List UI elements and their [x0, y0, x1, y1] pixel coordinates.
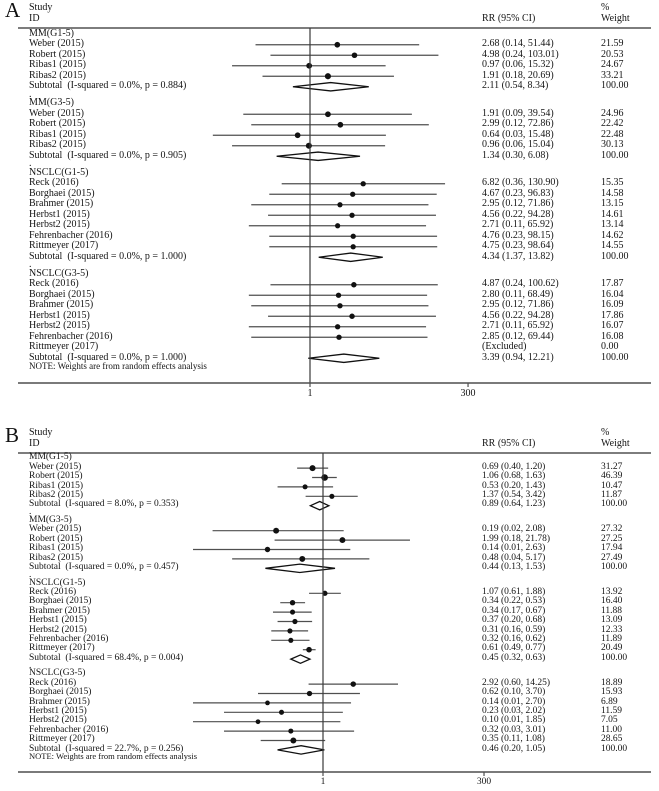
axis-tick-label: 1	[307, 388, 313, 399]
rr-value: 2.71 (0.11, 65.92)	[482, 219, 554, 231]
rr-value: 4.75 (0.23, 98.64)	[482, 240, 554, 252]
forest-rows-a	[0, 2, 659, 402]
rr-value: (Excluded)	[482, 341, 527, 353]
study-label: Herbst1 (2015)	[29, 208, 90, 220]
subtotal-label: Subtotal (I-squared = 0.0%, p = 1.000)	[29, 250, 187, 262]
group-separator-dot: .	[29, 507, 32, 518]
study-label: Robert (2015)	[29, 48, 86, 60]
forest-panel-b	[0, 423, 659, 791]
weight-value: 27.49	[601, 552, 623, 563]
study-label: Rittmeyer (2017)	[29, 643, 95, 654]
study-label: Brahmer (2015)	[29, 198, 94, 210]
subtotal-rr-value: 0.44 (0.13, 1.53)	[482, 562, 546, 573]
study-label: Herbst2 (2015)	[29, 715, 87, 726]
rr-value: 0.69 (0.40, 1.20)	[482, 461, 546, 472]
study-label: Robert (2015)	[29, 533, 83, 544]
study-label: Fehrenbacher (2016)	[29, 330, 113, 342]
rr-value: 2.80 (0.11, 68.49)	[482, 288, 554, 300]
group-label: MM(G3-5)	[29, 97, 74, 109]
study-label: Robert (2015)	[29, 118, 86, 130]
group-label: MM(G3-5)	[29, 515, 72, 526]
study-label: Weber (2015)	[29, 524, 82, 535]
column-header-rr: RR (95% CI)	[482, 438, 536, 449]
weight-value: 33.21	[601, 69, 624, 81]
rr-value: 4.76 (0.23, 98.15)	[482, 229, 554, 241]
rr-value: 4.56 (0.22, 94.28)	[482, 309, 554, 321]
rr-value: 0.34 (0.17, 0.67)	[482, 605, 546, 616]
study-label: Borghaei (2015)	[29, 687, 92, 698]
study-label: Borghaei (2015)	[29, 288, 95, 300]
study-label: Brahmer (2015)	[29, 605, 90, 616]
rr-value: 4.56 (0.22, 94.28)	[482, 208, 554, 220]
study-label: Ribas2 (2015)	[29, 139, 86, 151]
weight-value: 16.09	[601, 299, 624, 311]
group-label: NSCLC(G1-5)	[29, 577, 86, 588]
rr-value: 1.91 (0.09, 39.54)	[482, 107, 554, 119]
rr-value: 0.97 (0.06, 15.32)	[482, 59, 554, 71]
rr-value: 0.37 (0.20, 0.68)	[482, 615, 546, 626]
group-label: MM(G1-5)	[29, 452, 72, 463]
weight-value: 24.96	[601, 107, 624, 119]
subtotal-label: Subtotal (I-squared = 0.0%, p = 1.000)	[29, 351, 187, 363]
study-label: Fehrenbacher (2016)	[29, 724, 109, 735]
rr-value: 0.53 (0.20, 1.43)	[482, 480, 546, 491]
weight-value: 6.89	[601, 696, 618, 707]
rr-value: 0.48 (0.04, 5.17)	[482, 552, 546, 563]
subtotal-rr-value: 0.45 (0.32, 0.63)	[482, 652, 546, 663]
study-label: Ribas1 (2015)	[29, 480, 84, 491]
weights-note: NOTE: Weights are from random effects analysis	[29, 751, 198, 762]
group-label: NSCLC(G3-5)	[29, 267, 89, 279]
subtotal-rr-value: 0.46 (0.20, 1.05)	[482, 743, 546, 754]
subtotal-label: Subtotal (I-squared = 0.0%, p = 0.884)	[29, 80, 187, 92]
study-label: Ribas2 (2015)	[29, 490, 84, 501]
rr-value: 1.91 (0.18, 20.69)	[482, 69, 554, 81]
forest-panel-a	[0, 2, 659, 402]
subtotal-label: Subtotal (I-squared = 0.0%, p = 0.457)	[29, 562, 179, 573]
weight-value: 13.15	[601, 198, 624, 210]
rr-value: 2.85 (0.12, 69.44)	[482, 330, 554, 342]
study-label: Herbst2 (2015)	[29, 320, 90, 332]
subtotal-rr-value: 1.34 (0.30, 6.08)	[482, 149, 549, 161]
column-header-study: Study	[29, 2, 53, 13]
rr-value: 0.19 (0.02, 2.08)	[482, 524, 546, 535]
weight-value: 16.07	[601, 320, 624, 332]
study-label: Ribas1 (2015)	[29, 59, 86, 71]
group-label: NSCLC(G3-5)	[29, 668, 86, 679]
weight-value: 22.48	[601, 128, 624, 140]
study-label: Herbst1 (2015)	[29, 309, 90, 321]
group-label: NSCLC(G1-5)	[29, 166, 89, 178]
study-label: Reck (2016)	[29, 278, 79, 290]
subtotal-weight-value: 100.00	[601, 562, 628, 573]
study-label: Ribas1 (2015)	[29, 128, 86, 140]
weight-value: 13.14	[601, 219, 624, 231]
weight-value: 16.08	[601, 330, 624, 342]
rr-value: 0.14 (0.01, 2.63)	[482, 543, 546, 554]
study-label: Reck (2016)	[29, 587, 77, 598]
subtotal-weight-value: 100.00	[601, 743, 628, 754]
group-separator-dot: .	[29, 660, 32, 671]
group-separator-dot: .	[29, 569, 32, 580]
rr-value: 0.23 (0.03, 2.02)	[482, 706, 546, 717]
subtotal-rr-value: 3.39 (0.94, 12.21)	[482, 351, 554, 363]
panel-letter-a: A	[5, 0, 21, 22]
weight-value: 31.27	[601, 461, 623, 472]
study-label: Robert (2015)	[29, 471, 83, 482]
study-label: Herbst1 (2015)	[29, 615, 87, 626]
subtotal-label: Subtotal (I-squared = 22.7%, p = 0.256)	[29, 743, 184, 754]
study-label: Rittmeyer (2017)	[29, 341, 99, 353]
column-header-percent: %	[601, 427, 610, 438]
weights-note: NOTE: Weights are from random effects analysis	[29, 361, 207, 371]
rr-value: 1.37 (0.54, 3.42)	[482, 490, 546, 501]
weight-value: 13.09	[601, 615, 623, 626]
weight-value: 17.86	[601, 309, 624, 321]
study-label: Brahmer (2015)	[29, 696, 90, 707]
column-header-weight: Weight	[601, 13, 630, 24]
weight-value: 11.88	[601, 605, 623, 616]
weight-value: 11.89	[601, 634, 623, 645]
weight-value: 7.05	[601, 715, 618, 726]
subtotal-label: Subtotal (I-squared = 0.0%, p = 0.905)	[29, 149, 187, 161]
weight-value: 16.04	[601, 288, 624, 300]
rr-value: 0.34 (0.22, 0.53)	[482, 596, 546, 607]
subtotal-weight-value: 100.00	[601, 250, 629, 262]
study-label: Herbst2 (2015)	[29, 624, 87, 635]
group-separator-dot: .	[29, 259, 32, 271]
subtotal-rr-value: 0.89 (0.64, 1.23)	[482, 499, 546, 510]
study-label: Herbst2 (2015)	[29, 219, 90, 231]
weight-value: 21.59	[601, 38, 624, 50]
subtotal-rr-value: 2.11 (0.54, 8.34)	[482, 80, 549, 92]
weight-value: 14.62	[601, 229, 624, 241]
weight-value: 17.94	[601, 543, 623, 554]
rr-value: 2.68 (0.14, 51.44)	[482, 38, 554, 50]
weight-value: 20.49	[601, 643, 623, 654]
study-label: Weber (2015)	[29, 107, 85, 119]
weight-value: 46.39	[601, 471, 623, 482]
rr-value: 4.87 (0.24, 100.62)	[482, 278, 559, 290]
rr-value: 0.96 (0.06, 15.04)	[482, 139, 554, 151]
rr-value: 2.95 (0.12, 71.86)	[482, 299, 554, 311]
subtotal-weight-value: 100.00	[601, 499, 628, 510]
study-label: Ribas2 (2015)	[29, 69, 86, 81]
weight-value: 30.13	[601, 139, 624, 151]
study-label: Borghaei (2015)	[29, 596, 92, 607]
weight-value: 28.65	[601, 734, 623, 745]
subtotal-label: Subtotal (I-squared = 68.4%, p = 0.004)	[29, 652, 184, 663]
rr-value: 0.14 (0.01, 2.70)	[482, 696, 546, 707]
weight-value: 17.87	[601, 278, 624, 290]
rr-value: 0.62 (0.10, 3.70)	[482, 687, 546, 698]
subtotal-weight-value: 100.00	[601, 80, 629, 92]
rr-value: 0.35 (0.11, 1.08)	[482, 734, 545, 745]
weight-value: 12.33	[601, 624, 623, 635]
study-label: Brahmer (2015)	[29, 299, 94, 311]
weight-value: 24.67	[601, 59, 624, 71]
rr-value: 0.64 (0.03, 15.48)	[482, 128, 554, 140]
weight-value: 15.93	[601, 687, 623, 698]
weight-value: 14.61	[601, 208, 624, 220]
weight-value: 13.92	[601, 587, 623, 598]
axis-tick-label: 1	[320, 777, 326, 787]
rr-value: 4.67 (0.23, 96.83)	[482, 187, 554, 199]
study-label: Rittmeyer (2017)	[29, 240, 99, 252]
rr-value: 0.32 (0.03, 3.01)	[482, 724, 546, 735]
weight-value: 0.00	[601, 341, 619, 353]
study-label: Herbst1 (2015)	[29, 706, 87, 717]
weight-value: 14.55	[601, 240, 624, 252]
rr-value: 2.99 (0.12, 72.86)	[482, 118, 554, 130]
weight-value: 14.58	[601, 187, 624, 199]
column-header-rr: RR (95% CI)	[482, 13, 536, 24]
rr-value: 6.82 (0.36, 130.90)	[482, 177, 559, 189]
rr-value: 2.92 (0.60, 14.25)	[482, 677, 551, 688]
rr-value: 2.71 (0.11, 65.92)	[482, 320, 554, 332]
weight-value: 15.35	[601, 177, 624, 189]
rr-value: 0.10 (0.01, 1.85)	[482, 715, 546, 726]
subtotal-rr-value: 4.34 (1.37, 13.82)	[482, 250, 554, 262]
study-label: Weber (2015)	[29, 38, 85, 50]
rr-value: 2.95 (0.12, 71.86)	[482, 198, 554, 210]
subtotal-weight-value: 100.00	[601, 652, 628, 663]
rr-value: 0.31 (0.16, 0.59)	[482, 624, 546, 635]
rr-value: 0.32 (0.16, 0.62)	[482, 634, 546, 645]
axis-tick-label: 300	[476, 777, 492, 787]
study-label: Fehrenbacher (2016)	[29, 634, 109, 645]
rr-value: 1.07 (0.61, 1.88)	[482, 587, 546, 598]
weight-value: 18.89	[601, 677, 623, 688]
weight-value: 20.53	[601, 48, 624, 60]
panel-letter-b: B	[5, 423, 20, 447]
subtotal-label: Subtotal (I-squared = 8.0%, p = 0.353)	[29, 499, 179, 510]
forest-rows-b	[0, 427, 659, 791]
column-header-id: ID	[29, 438, 40, 449]
study-label: Borghaei (2015)	[29, 187, 95, 199]
axis-tick-label: 300	[460, 388, 476, 399]
weight-value: 11.00	[601, 724, 623, 735]
column-header-study: Study	[29, 427, 53, 438]
study-label: Reck (2016)	[29, 677, 77, 688]
column-header-percent: %	[601, 2, 610, 13]
weight-value: 27.32	[601, 524, 623, 535]
rr-value: 1.06 (0.68, 1.63)	[482, 471, 546, 482]
weight-value: 27.25	[601, 533, 623, 544]
study-label: Fehrenbacher (2016)	[29, 229, 113, 241]
weight-value: 11.59	[601, 706, 623, 717]
group-separator-dot: .	[29, 158, 32, 170]
rr-value: 0.61 (0.49, 0.77)	[482, 643, 546, 654]
study-label: Ribas1 (2015)	[29, 543, 84, 554]
column-header-id: ID	[29, 13, 40, 24]
study-label: Ribas2 (2015)	[29, 552, 84, 563]
subtotal-weight-value: 100.00	[601, 149, 629, 161]
column-header-weight: Weight	[601, 438, 630, 449]
weight-value: 22.42	[601, 118, 624, 130]
group-separator-dot: .	[29, 88, 32, 100]
weight-value: 10.47	[601, 480, 623, 491]
subtotal-weight-value: 100.00	[601, 351, 629, 363]
study-label: Rittmeyer (2017)	[29, 734, 95, 745]
group-label: MM(G1-5)	[29, 27, 74, 39]
rr-value: 4.98 (0.24, 103.01)	[482, 48, 559, 60]
study-label: Weber (2015)	[29, 461, 82, 472]
study-label: Reck (2016)	[29, 177, 79, 189]
rr-value: 1.99 (0.18, 21.78)	[482, 533, 551, 544]
weight-value: 16.40	[601, 596, 623, 607]
weight-value: 11.87	[601, 490, 623, 501]
